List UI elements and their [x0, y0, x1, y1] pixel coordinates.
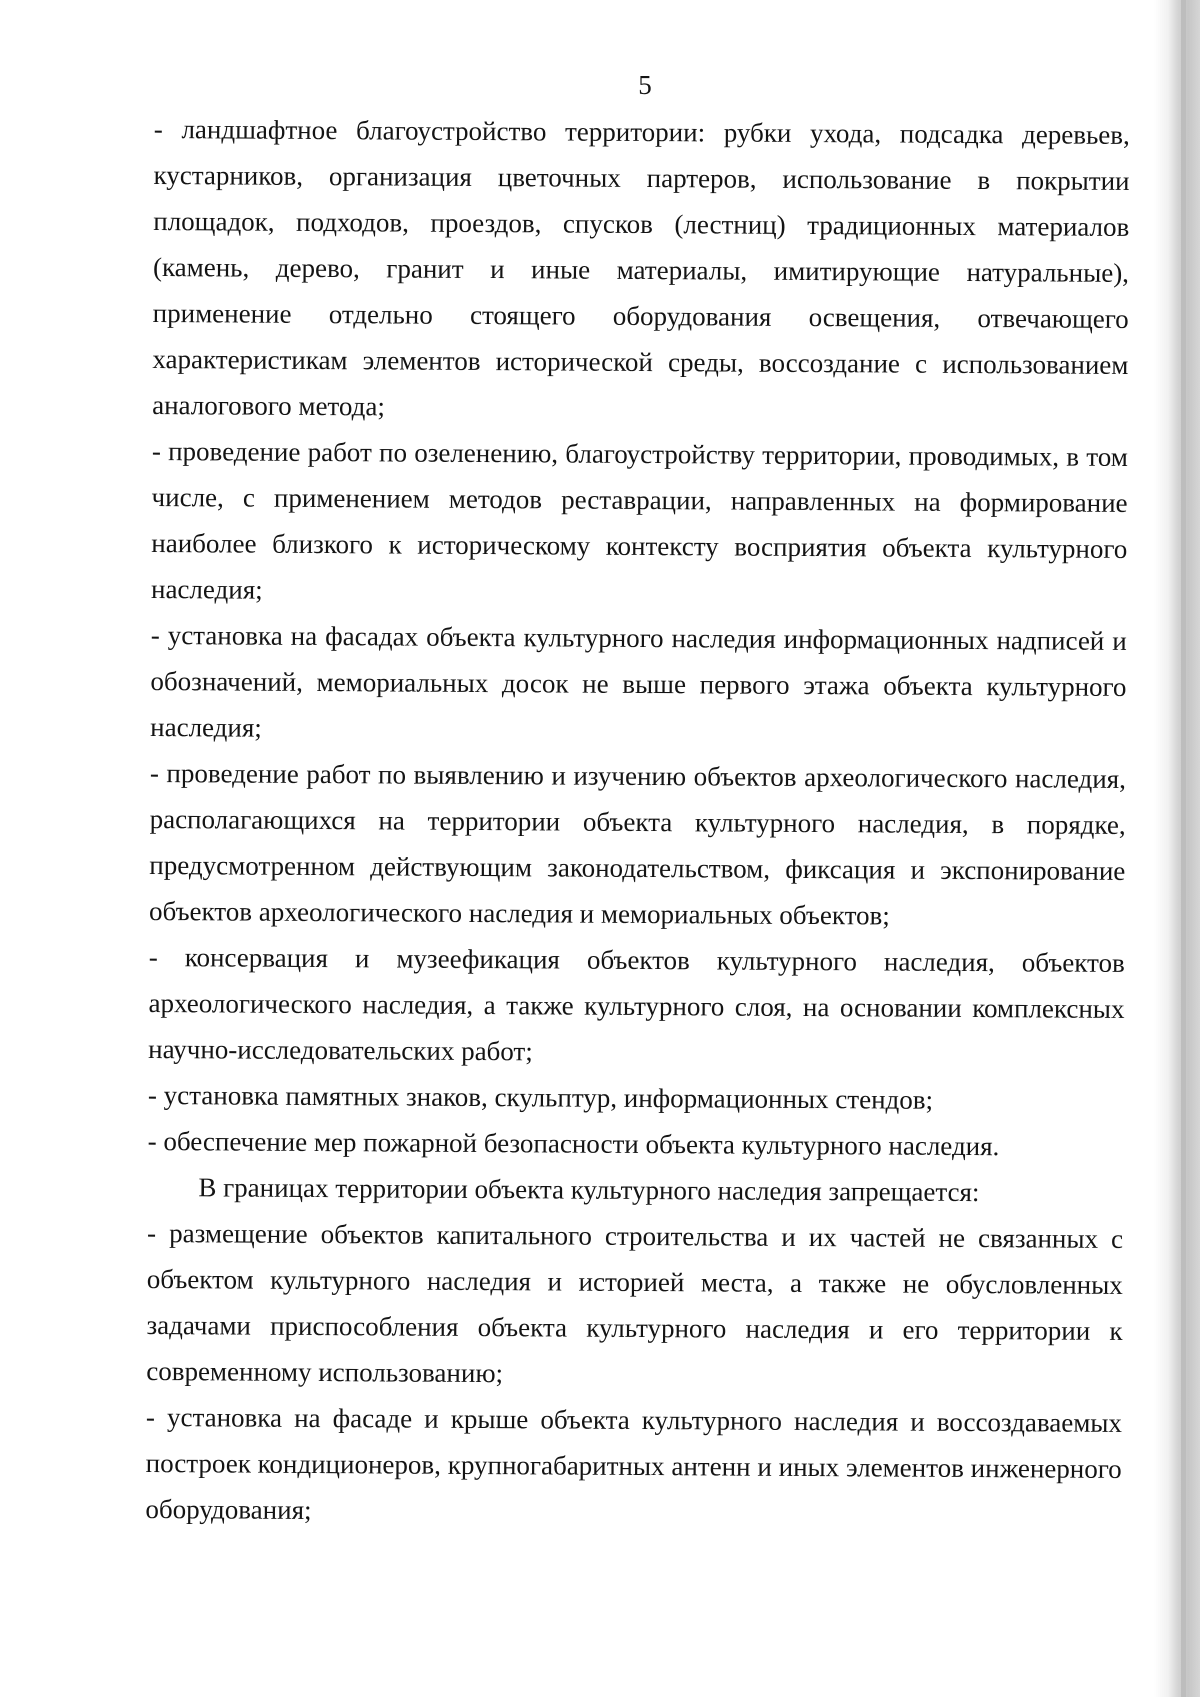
paragraph-landscape-improvement: - ландшафтное благоустройство территории: рубки ухода, подсадка деревьев, кустарников, организация цветочных партеров, использование в покрытии площадок, подходов, проездов, спусков (лестниц) традиционных материалов (камень, дерево, гранит и иные материалы, имитирующие натуральные), применение отдельно стоящего оборудования освещения, отвечающего характеристикам элементов исторической среды, воссоздание с использованием аналогового метода;: [152, 113, 1130, 422]
paragraph-archaeological-works: - проведение работ по выявлению и изучению объектов археологического наследия, располагающихся на территории объекта культурного наследия, в порядке, предусмотренном действующим законодательством, фиксация и экспонирование объектов археологического наследия и мемориальных объектов;: [148, 757, 1126, 931]
document-body: [145, 106, 1130, 1538]
paragraph-memorial-signs: - установка памятных знаков, скульптур, информационных стендов;: [147, 1079, 934, 1115]
page-number: 5: [638, 70, 652, 100]
paragraph-prohibitions-heading: В границах территории объекта культурного наследия запрещается:: [198, 1172, 980, 1208]
paragraph-conservation: - консервация и музеефикация объектов культурного наследия, объектов археологического наследия, а также культурного слоя, на основании комплексных научно-исследовательских работ;: [148, 941, 1125, 1067]
paragraph-prohibit-equipment: - установка на фасаде и крыше объекта культурного наследия и воссоздаваемых построек кондиционеров, крупногабаритных антенн и иных элементов инженерного оборудования;: [145, 1401, 1123, 1525]
paragraph-fire-safety: - обеспечение мер пожарной безопасности объекта культурного наследия.: [147, 1125, 1000, 1162]
paragraph-prohibit-construction: - размещение объектов капитального строительства и их частей не связанных с объектом культурного наследия и историей места, а также не обусловленных задачами приспособления объекта культурного наследия и его территории к современному использованию;: [146, 1217, 1124, 1389]
scan-edge-line: [1181, 0, 1186, 1697]
paragraph-greening-works: - проведение работ по озеленению, благоустройству территории, проводимых, в том числе, с применением методов реставрации, направленных на формирование наиболее близкого к историческому контексту восприятия объекта культурного наследия;: [150, 435, 1128, 605]
scan-edge-shadow: [1154, 0, 1200, 1697]
paragraph-facade-signs: - установка на фасадах объекта культурного наследия информационных надписей и обозначений, мемориальных досок не выше первого этажа объекта культурного наследия;: [150, 619, 1127, 743]
